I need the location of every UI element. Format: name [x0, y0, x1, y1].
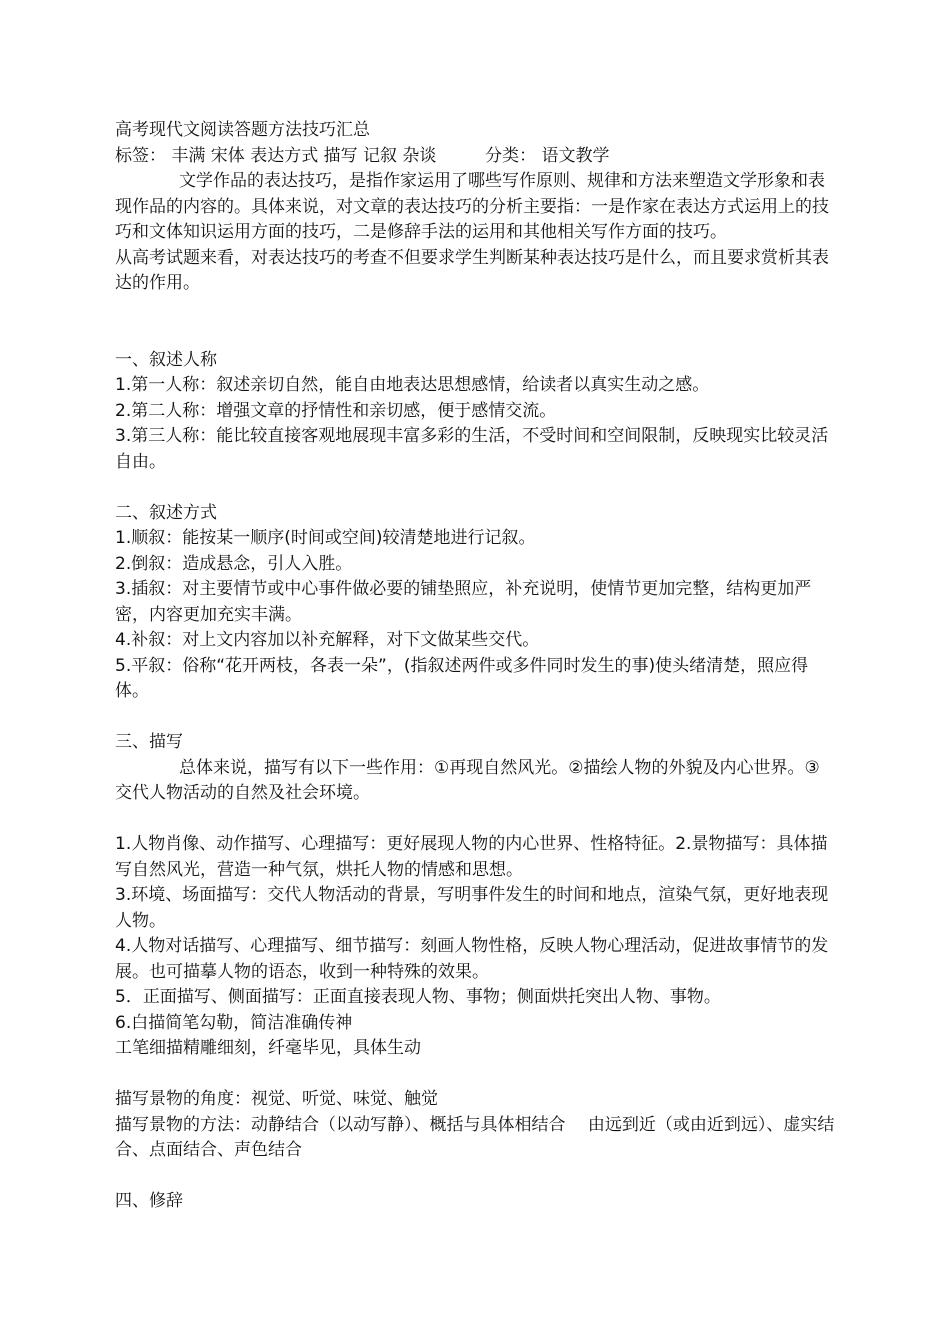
section-3-item: 1.人物肖像、动作描写、心理描写：更好展现人物的内心世界、性格特征。2.景物描写：具体描写自然风光，营造一种气氛，烘托人物的情感和思想。 — [115, 834, 828, 880]
category-value: 语文教学 — [541, 145, 610, 166]
document-page — [115, 118, 835, 1215]
section-2-item: 4.补叙：对上文内容加以补充解释，对下文做某些交代。 — [115, 630, 540, 650]
section-3-item: 工笔细描精雕细刻，纤毫毕见，具体生动 — [115, 1038, 421, 1058]
section-2-item: 2.倒叙：造成悬念，引人入胜。 — [115, 553, 353, 574]
section-1-item: 2.第二人称：增强文章的抒情性和亲切感，便于感情交流。 — [115, 400, 557, 421]
section-3-item: 5．正面描写、侧面描写：正面直接表现人物、事物；侧面烘托突出人物、事物。 — [115, 987, 721, 1007]
section-4-heading: 四、修辞 — [115, 1191, 183, 1211]
section-3-item: 4.人物对话描写、心理描写、细节描写：刻画人物性格，反映人物心理活动，促进故事情节的发展。也可描摹人物的语态，收到一种特殊的效果。 — [115, 936, 829, 982]
scenery-method: 描写景物的方法：动静结合（以动写静）、概括与具体相结合 由远到近（或由近到远）、虚实结合、点面结合、声色结合 — [115, 1114, 835, 1160]
intro-paragraph-2: 从高考试题来看，对表达技巧的考查不但要求学生判断某种表达技巧是什么，而且要求赏析其表达的作用。 — [115, 247, 829, 293]
scenery-angle: 描写景物的角度：视觉、听觉、味觉、触觉 — [115, 1089, 438, 1109]
section-3-heading: 三、描写 — [115, 732, 183, 752]
section-1-heading: 一、叙述人称 — [115, 349, 217, 370]
section-3-intro: 总体来说，描写有以下一些作用：①再现自然风光。②描绘人物的外貌及内心世界。③交代人物活动的自然及社会环境。 — [115, 757, 820, 803]
tags-value: 丰满 宋体 表达方式 描写 记叙 杂谈 — [171, 145, 437, 166]
doc-meta-line — [115, 144, 835, 170]
tags-label: 标签： — [115, 145, 166, 166]
doc-title: 高考现代文阅读答题方法技巧汇总 — [115, 120, 370, 140]
section-3-item: 3.环境、场面描写：交代人物活动的背景，写明事件发生的时间和地点，渲染气氛，更好地表现人物。 — [115, 885, 829, 931]
category-label: 分类： — [485, 145, 537, 166]
section-2-heading: 二、叙述方式 — [115, 502, 217, 523]
section-1-item: 1.第一人称：叙述亲切自然，能自由地表达思想感情，给读者以真实生动之感。 — [115, 375, 710, 395]
section-2-item: 1.顺叙：能按某一顺序(时间或空间)较清楚地进行记叙。 — [115, 528, 536, 548]
section-2-item: 5.平叙：俗称“花开两枝，各表一朵”，(指叙述两件或多件同时发生的事)使头绪清楚，照应得体。 — [115, 655, 809, 701]
section-1-item: 3.第三人称：能比较直接客观地展现丰富多彩的生活，不受时间和空间限制，反映现实比较灵活自由。 — [115, 426, 829, 472]
section-2-item: 3.插叙：对主要情节或中心事件做必要的铺垫照应，补充说明，使情节更加完整，结构更加严密，内容更加充实丰满。 — [115, 579, 812, 625]
section-3-item: 6.白描简笔勾勒，简洁准确传神 — [115, 1012, 353, 1033]
intro-paragraph-1: 文学作品的表达技巧，是指作家运用了哪些写作原则、规律和方法来塑造文学形象和表现作品的内容的。具体来说，对文章的表达技巧的分析主要指：一是作家在表达方式运用上的技巧和文体知识运用方面的技巧，二是修辞手法的运用和其他相关写作方面的技巧。 — [115, 171, 829, 242]
